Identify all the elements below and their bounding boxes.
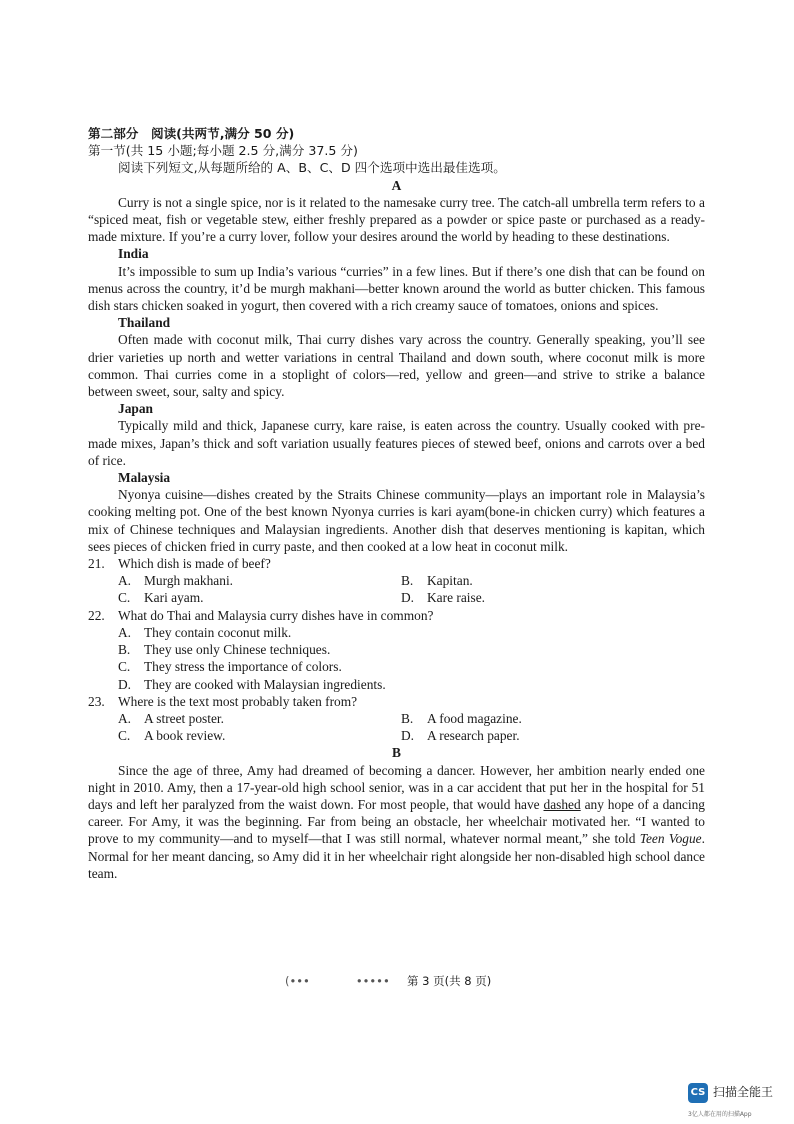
india-heading: India bbox=[118, 246, 149, 262]
thailand-heading: Thailand bbox=[118, 315, 171, 331]
question-text: Which dish is made of beef? bbox=[118, 556, 271, 572]
section-subtitle: 第一节(共 15 小题;每小题 2.5 分,满分 37.5 分) bbox=[88, 143, 358, 159]
option-c[interactable]: C. They stress the importance of colors. bbox=[118, 659, 342, 675]
option-a[interactable]: A. They contain coconut milk. bbox=[118, 624, 292, 640]
malaysia-text: Nyonya cuisine—dishes created by the Straits Chinese community—plays an important role in Malaysia’s cooking melting pot. One of the best known Nyonya curries is kari ayam(bone-in chicken curry) which features a mix of Chinese techniques and Malaysian ingredients. Another dish that deserves mentioning is kapitan, which sees pieces of chicken fried in curry paste, and then cooked at a low heat in coconut milk. bbox=[88, 487, 705, 554]
camscanner-logo-icon: CS bbox=[688, 1083, 708, 1103]
india-text: It’s impossible to sum up India’s various “curries” in a few lines. But if there’s one dish that can be found on menus across the country, it’d be murgh makhani—better known around the world as butter chicken. This famous dish stars chicken soaked in yogurt, then covered with a rich creamy sauce of tomatoes, onions and spices. bbox=[88, 263, 705, 314]
question-23 bbox=[88, 693, 705, 745]
option-c[interactable]: C. Kari ayam. bbox=[118, 590, 204, 606]
section-instruction: 阅读下列短文,从每题所给的 A、B、C、D 四个选项中选出最佳选项。 bbox=[118, 160, 506, 176]
footer-exam-name: (••• ••••• bbox=[285, 974, 390, 988]
option-c[interactable]: C. A book review. bbox=[118, 728, 226, 744]
option-d[interactable]: D. Kare raise. bbox=[401, 590, 485, 606]
exam-page bbox=[88, 125, 705, 882]
option-b[interactable]: B. A food magazine. bbox=[401, 710, 522, 726]
question-21 bbox=[88, 555, 705, 607]
brand-name: 扫描全能王 bbox=[713, 1085, 774, 1100]
question-number: 21. bbox=[88, 556, 105, 572]
option-d[interactable]: D. A research paper. bbox=[401, 728, 520, 744]
passage-b-label: B bbox=[392, 745, 401, 761]
question-text: What do Thai and Malaysia curry dishes have in common? bbox=[118, 607, 434, 623]
passage-a-label: A bbox=[391, 177, 402, 193]
scanner-watermark bbox=[688, 1083, 773, 1103]
option-a[interactable]: A. Murgh makhani. bbox=[118, 573, 234, 589]
japan-heading: Japan bbox=[118, 401, 153, 417]
magazine-name: Teen Vogue bbox=[639, 831, 702, 847]
thailand-text: Often made with coconut milk, Thai curry dishes vary across the country. Generally speaking, you’ll see drier varieties up north and wetter variations in central Thailand and down south, where coconut milk is more common. Thai curries come in a stoplight of colors—red, yellow and green—and strive to strike a balance between sweet, sour, salty and spicy. bbox=[88, 332, 705, 400]
option-a[interactable]: A. A street poster. bbox=[118, 710, 224, 726]
japan-text: Typically mild and thick, Japanese curry, kare raise, is eaten across the country. Usually cooked with pre-made mixes, Japan’s thick and soft variation usually features pieces of stewed beef, onions and carrots over a bed of rice. bbox=[88, 418, 705, 468]
section-title: 第二部分 阅读(共两节,满分 50 分) bbox=[88, 126, 295, 141]
question-text: Where is the text most probably taken from? bbox=[118, 693, 358, 709]
option-b[interactable]: B. They use only Chinese techniques. bbox=[118, 642, 331, 658]
page-footer bbox=[285, 973, 545, 990]
question-number: 22. bbox=[88, 607, 105, 623]
passage-a-intro: Curry is not a single spice, nor is it related to the namesake curry tree. The catch-all umbrella term refers to a “spiced meat, fish or vegetable stew, either freshly prepared as a powder or spice paste or purchased as a ready-made mixture. If you’re a curry lover, follow your desires around the world by heading to these destinations. bbox=[88, 194, 705, 245]
malaysia-heading: Malaysia bbox=[118, 470, 171, 486]
question-number: 23. bbox=[88, 693, 105, 709]
question-22 bbox=[88, 607, 705, 693]
underlined-word: dashed bbox=[543, 796, 581, 812]
passage-b-text: Since the age of three, Amy had dreamed of becoming a dancer. However, her ambition nearly ended one night in 2010. Amy, then a 17-year-old high school senior, was in a car accident that put her in the hospital for 51 days and left her paralyzed from the waist down. For most people, that would have dashed any hope of a dancing career. For Amy, it was the beginning. Far from being an obstacle, her wheelchair motivated her. “I wanted to prove to my community—and to myself—that I was still normal, whatever normal meant,” she told Teen Vogue. Normal for her meant dancing, so Amy did it in her wheelchair right alongside her non-disabled high school dance team. bbox=[88, 762, 705, 881]
brand-tagline: 3亿人都在用的扫描App bbox=[688, 1111, 752, 1118]
option-d[interactable]: D. They are cooked with Malaysian ingredients. bbox=[118, 676, 386, 692]
page-number: 第 3 页(共 8 页) bbox=[407, 974, 492, 988]
option-b[interactable]: B. Kapitan. bbox=[401, 573, 473, 589]
